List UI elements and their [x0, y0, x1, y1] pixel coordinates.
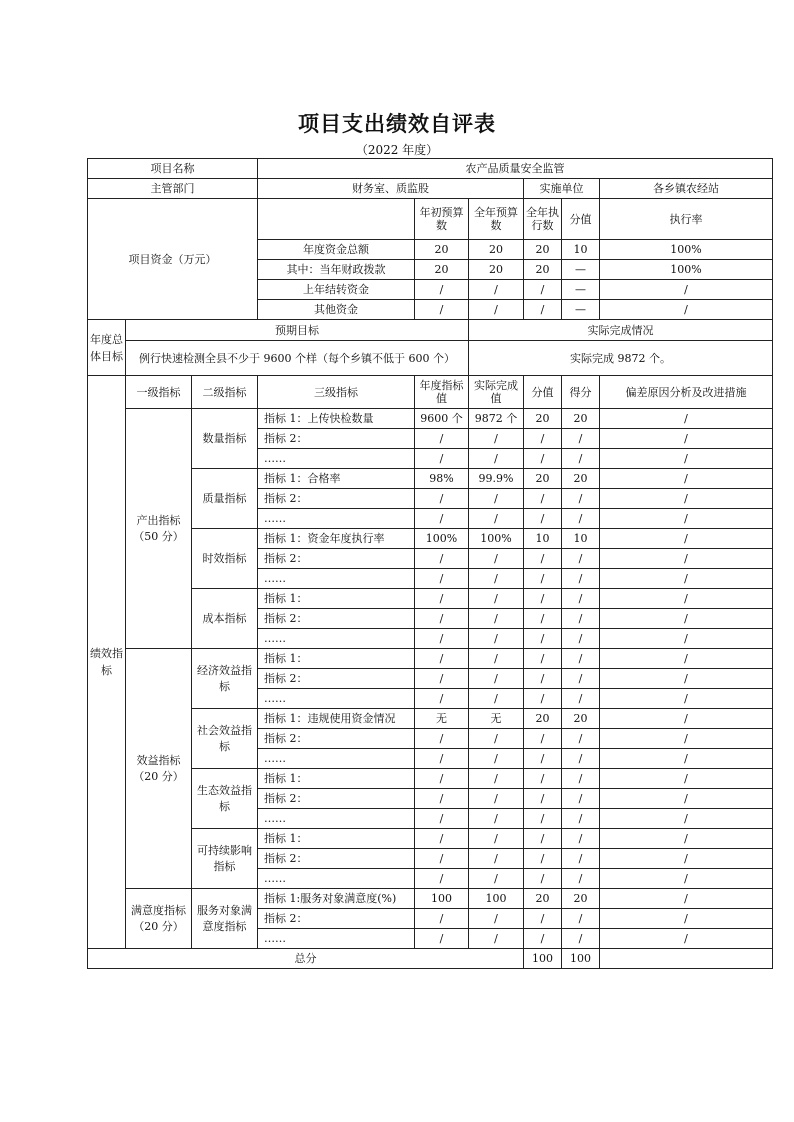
total-label: 总分 — [88, 949, 524, 969]
level3-indicator: 指标 2： — [258, 909, 415, 929]
dept-value: 财务室、质监股 — [258, 179, 524, 199]
target-value: / — [415, 909, 469, 929]
score-value: / — [524, 549, 562, 569]
actual-value: / — [469, 909, 524, 929]
got-value: / — [562, 649, 600, 669]
actual-value: / — [469, 509, 524, 529]
target-value: / — [415, 509, 469, 529]
got-value: / — [562, 669, 600, 689]
funds-cell: / — [600, 300, 773, 320]
funds-cell: 20 — [415, 260, 469, 280]
funds-cell: 20 — [469, 240, 524, 260]
goal-actual: 实际完成 9872 个。 — [469, 341, 773, 376]
got-value: / — [562, 429, 600, 449]
deviation-note: / — [600, 909, 773, 929]
target-value: 98% — [415, 469, 469, 489]
target-value: / — [415, 729, 469, 749]
level2-indicator: 可持续影响指标 — [192, 829, 258, 889]
got-value: / — [562, 509, 600, 529]
target-value: / — [415, 689, 469, 709]
level2-indicator: 质量指标 — [192, 469, 258, 529]
funds-cell: / — [415, 300, 469, 320]
deviation-note: / — [600, 829, 773, 849]
level1-indicator: 效益指标（20 分） — [126, 649, 192, 889]
funds-row-label: 其他资金 — [258, 300, 415, 320]
score-value: / — [524, 749, 562, 769]
funds-cell: / — [415, 280, 469, 300]
level3-indicator: 指标 1：合格率 — [258, 469, 415, 489]
perf-header: 一级指标 — [126, 376, 192, 409]
actual-value: / — [469, 809, 524, 829]
funds-cell: — — [562, 280, 600, 300]
score-value: 20 — [524, 409, 562, 429]
got-value: / — [562, 809, 600, 829]
level2-indicator: 服务对象满意度指标 — [192, 889, 258, 949]
funds-header: 分值 — [562, 199, 600, 240]
project-name: 农产品质量安全监管 — [258, 159, 773, 179]
target-value: / — [415, 649, 469, 669]
deviation-note: / — [600, 569, 773, 589]
level2-indicator: 生态效益指标 — [192, 769, 258, 829]
actual-value: / — [469, 689, 524, 709]
got-value: / — [562, 789, 600, 809]
target-value: / — [415, 449, 469, 469]
actual-value: / — [469, 749, 524, 769]
funds-cell: — — [562, 260, 600, 280]
got-value: / — [562, 869, 600, 889]
level3-indicator: 指标 1： — [258, 589, 415, 609]
total-got: 100 — [562, 949, 600, 969]
got-value: / — [562, 829, 600, 849]
funds-cell: — — [562, 300, 600, 320]
score-value: 20 — [524, 709, 562, 729]
perf-header: 二级指标 — [192, 376, 258, 409]
level3-indicator: …… — [258, 509, 415, 529]
actual-value: / — [469, 869, 524, 889]
funds-cell: / — [469, 280, 524, 300]
level1-indicator: 满意度指标（20 分） — [126, 889, 192, 949]
target-value: / — [415, 569, 469, 589]
deviation-note: / — [600, 929, 773, 949]
actual-value: / — [469, 669, 524, 689]
got-value: / — [562, 909, 600, 929]
deviation-note: / — [600, 809, 773, 829]
actual-value: / — [469, 649, 524, 669]
got-value: 20 — [562, 889, 600, 909]
perf-label: 绩效指标 — [88, 376, 126, 949]
score-value: / — [524, 449, 562, 469]
got-value: / — [562, 589, 600, 609]
target-value: / — [415, 869, 469, 889]
funds-cell: 10 — [562, 240, 600, 260]
target-value: / — [415, 749, 469, 769]
level3-indicator: 指标 1：上传快检数量 — [258, 409, 415, 429]
got-value: / — [562, 489, 600, 509]
target-value: / — [415, 849, 469, 869]
score-value: / — [524, 729, 562, 749]
score-value: / — [524, 689, 562, 709]
deviation-note: / — [600, 629, 773, 649]
level3-indicator: …… — [258, 449, 415, 469]
deviation-note: / — [600, 489, 773, 509]
level3-indicator: 指标 2： — [258, 549, 415, 569]
funds-cell: 100% — [600, 260, 773, 280]
funds-row-label: 年度资金总额 — [258, 240, 415, 260]
score-value: / — [524, 569, 562, 589]
score-value: / — [524, 649, 562, 669]
score-value: / — [524, 509, 562, 529]
got-value: / — [562, 729, 600, 749]
dept-label: 主管部门 — [88, 179, 258, 199]
score-value: / — [524, 909, 562, 929]
funds-row-label: 其中：当年财政拨款 — [258, 260, 415, 280]
level1-indicator: 产出指标（50 分） — [126, 409, 192, 649]
level3-indicator: 指标 2： — [258, 429, 415, 449]
level3-indicator: …… — [258, 629, 415, 649]
perf-header: 分值 — [524, 376, 562, 409]
got-value: 10 — [562, 529, 600, 549]
deviation-note: / — [600, 469, 773, 489]
deviation-note: / — [600, 609, 773, 629]
funds-cell: / — [524, 300, 562, 320]
level2-indicator: 数量指标 — [192, 409, 258, 469]
goal-actual-label: 实际完成情况 — [469, 320, 773, 341]
target-value: 无 — [415, 709, 469, 729]
actual-value: 99.9% — [469, 469, 524, 489]
deviation-note: / — [600, 409, 773, 429]
page-subtitle: （2022 年度） — [355, 143, 439, 157]
funds-cell: 100% — [600, 240, 773, 260]
target-value: 100 — [415, 889, 469, 909]
level3-indicator: …… — [258, 869, 415, 889]
deviation-note: / — [600, 709, 773, 729]
actual-value: 100% — [469, 529, 524, 549]
deviation-note: / — [600, 509, 773, 529]
got-value: 20 — [562, 709, 600, 729]
score-value: 10 — [524, 529, 562, 549]
level3-indicator: 指标 2： — [258, 609, 415, 629]
score-value: / — [524, 849, 562, 869]
actual-value: / — [469, 929, 524, 949]
score-value: / — [524, 609, 562, 629]
level2-indicator: 经济效益指标 — [192, 649, 258, 709]
funds-label: 项目资金（万元） — [88, 199, 258, 320]
actual-value: / — [469, 549, 524, 569]
level3-indicator: 指标 1： — [258, 649, 415, 669]
got-value: 20 — [562, 469, 600, 489]
score-value: / — [524, 429, 562, 449]
deviation-note: / — [600, 689, 773, 709]
score-value: / — [524, 829, 562, 849]
target-value: / — [415, 489, 469, 509]
deviation-note: / — [600, 889, 773, 909]
target-value: / — [415, 609, 469, 629]
deviation-note: / — [600, 669, 773, 689]
total-score: 100 — [524, 949, 562, 969]
level3-indicator: 指标 2： — [258, 729, 415, 749]
score-value: 20 — [524, 889, 562, 909]
actual-value: 9872 个 — [469, 409, 524, 429]
target-value: / — [415, 809, 469, 829]
score-value: / — [524, 789, 562, 809]
level3-indicator: …… — [258, 749, 415, 769]
got-value: / — [562, 569, 600, 589]
perf-header: 实际完成值 — [469, 376, 524, 409]
level2-indicator: 成本指标 — [192, 589, 258, 649]
got-value: 20 — [562, 409, 600, 429]
deviation-note: / — [600, 529, 773, 549]
level3-indicator: 指标 1： — [258, 829, 415, 849]
got-value: / — [562, 609, 600, 629]
deviation-note: / — [600, 549, 773, 569]
deviation-note: / — [600, 749, 773, 769]
actual-value: / — [469, 629, 524, 649]
level3-indicator: …… — [258, 809, 415, 829]
level3-indicator: 指标 2： — [258, 789, 415, 809]
perf-header: 三级指标 — [258, 376, 415, 409]
score-value: 20 — [524, 469, 562, 489]
target-value: / — [415, 929, 469, 949]
level3-indicator: …… — [258, 929, 415, 949]
level3-indicator: 指标 1： — [258, 769, 415, 789]
level3-indicator: 指标 2： — [258, 849, 415, 869]
score-value: / — [524, 669, 562, 689]
funds-cell: 20 — [469, 260, 524, 280]
level3-indicator: 指标 2： — [258, 489, 415, 509]
level3-indicator: …… — [258, 569, 415, 589]
got-value: / — [562, 769, 600, 789]
level3-indicator: 指标 1：资金年度执行率 — [258, 529, 415, 549]
score-value: / — [524, 929, 562, 949]
target-value: / — [415, 549, 469, 569]
total-note — [600, 949, 773, 969]
actual-value: / — [469, 769, 524, 789]
actual-value: / — [469, 849, 524, 869]
got-value: / — [562, 549, 600, 569]
deviation-note: / — [600, 649, 773, 669]
perf-header: 年度指标值 — [415, 376, 469, 409]
funds-cell: / — [600, 280, 773, 300]
level3-indicator: …… — [258, 689, 415, 709]
deviation-note: / — [600, 849, 773, 869]
got-value: / — [562, 689, 600, 709]
got-value: / — [562, 449, 600, 469]
target-value: / — [415, 589, 469, 609]
actual-value: / — [469, 729, 524, 749]
actual-value: 无 — [469, 709, 524, 729]
deviation-note: / — [600, 869, 773, 889]
actual-value: / — [469, 489, 524, 509]
level2-indicator: 时效指标 — [192, 529, 258, 589]
level3-indicator: 指标 1:服务对象满意度(%) — [258, 889, 415, 909]
score-value: / — [524, 809, 562, 829]
funds-cell: / — [524, 280, 562, 300]
evaluation-table — [87, 158, 773, 969]
perf-header: 得分 — [562, 376, 600, 409]
goal-expected: 例行快速检测全县不少于 9600 个样（每个乡镇不低于 600 个） — [126, 341, 469, 376]
deviation-note: / — [600, 449, 773, 469]
perf-header: 偏差原因分析及改进措施 — [600, 376, 773, 409]
target-value: / — [415, 789, 469, 809]
level3-indicator: 指标 1：违规使用资金情况 — [258, 709, 415, 729]
actual-value: / — [469, 609, 524, 629]
target-value: 100% — [415, 529, 469, 549]
score-value: / — [524, 869, 562, 889]
funds-header: 年初预算数 — [415, 199, 469, 240]
level2-indicator: 社会效益指标 — [192, 709, 258, 769]
score-value: / — [524, 589, 562, 609]
funds-header: 全年预算数 — [469, 199, 524, 240]
target-value: / — [415, 829, 469, 849]
target-value: / — [415, 669, 469, 689]
level3-indicator: 指标 2： — [258, 669, 415, 689]
actual-value: / — [469, 589, 524, 609]
impl-label: 实施单位 — [524, 179, 600, 199]
score-value: / — [524, 489, 562, 509]
target-value: / — [415, 629, 469, 649]
actual-value: / — [469, 429, 524, 449]
funds-row-label: 上年结转资金 — [258, 280, 415, 300]
score-value: / — [524, 629, 562, 649]
target-value: / — [415, 429, 469, 449]
got-value: / — [562, 629, 600, 649]
funds-cell: / — [469, 300, 524, 320]
deviation-note: / — [600, 589, 773, 609]
got-value: / — [562, 749, 600, 769]
actual-value: / — [469, 789, 524, 809]
actual-value: 100 — [469, 889, 524, 909]
funds-header: 全年执行数 — [524, 199, 562, 240]
actual-value: / — [469, 829, 524, 849]
funds-blank-cell — [258, 199, 415, 240]
impl-value: 各乡镇农经站 — [600, 179, 773, 199]
got-value: / — [562, 849, 600, 869]
funds-cell: 20 — [524, 260, 562, 280]
actual-value: / — [469, 449, 524, 469]
target-value: / — [415, 769, 469, 789]
funds-cell: 20 — [415, 240, 469, 260]
project-name-label: 项目名称 — [88, 159, 258, 179]
funds-header: 执行率 — [600, 199, 773, 240]
funds-cell: 20 — [524, 240, 562, 260]
got-value: / — [562, 929, 600, 949]
page-title: 项目支出绩效自评表 — [298, 111, 496, 136]
score-value: / — [524, 769, 562, 789]
goal-expected-label: 预期目标 — [126, 320, 469, 341]
deviation-note: / — [600, 789, 773, 809]
deviation-note: / — [600, 429, 773, 449]
deviation-note: / — [600, 769, 773, 789]
goal-label: 年度总体目标 — [88, 320, 126, 376]
deviation-note: / — [600, 729, 773, 749]
actual-value: / — [469, 569, 524, 589]
target-value: 9600 个 — [415, 409, 469, 429]
